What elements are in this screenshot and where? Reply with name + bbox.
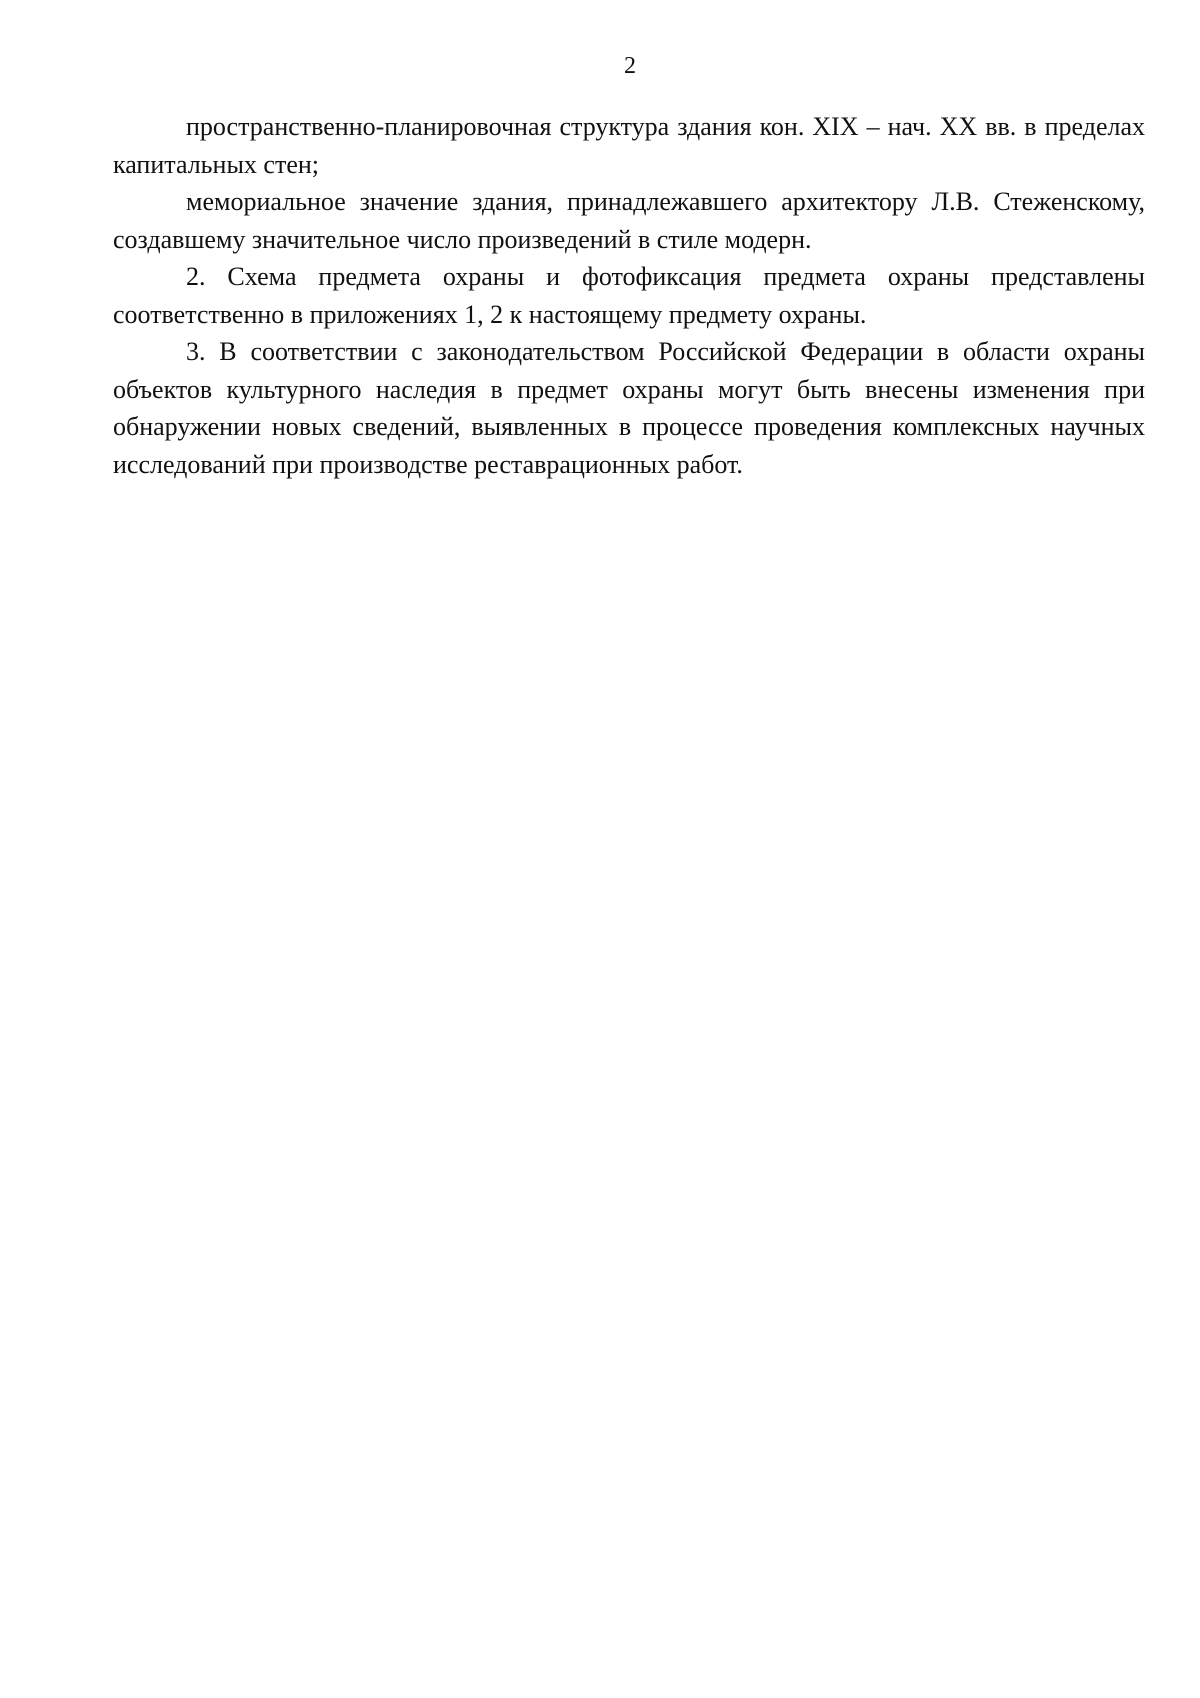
document-body [113,108,1145,483]
paragraph-legislation-note: 3. В соответствии с законодательством Российской Федерации в области охраны объектов культурного наследия в предмет охраны могут быть внесены изменения при обнаружении новых сведений, выявленных в процессе проведения комплексных научных исследований при производстве реставрационных работ. [113,337,1145,479]
page-number: 2 [624,53,636,79]
paragraph-memorial-value: мемориальное значение здания, принадлежавшего архитектору Л.В. Стеженскому, создавшему значительное число произведений в стиле модерн. [113,187,1145,254]
paragraph-structure: пространственно-планировочная структура здания кон. XIX – нач. XX вв. в пределах капитальных стен; [113,112,1145,179]
paragraph-scheme-and-photos: 2. Схема предмета охраны и фотофиксация предмета охраны представлены соответственно в приложениях 1, 2 к настоящему предмету охраны. [113,262,1145,329]
